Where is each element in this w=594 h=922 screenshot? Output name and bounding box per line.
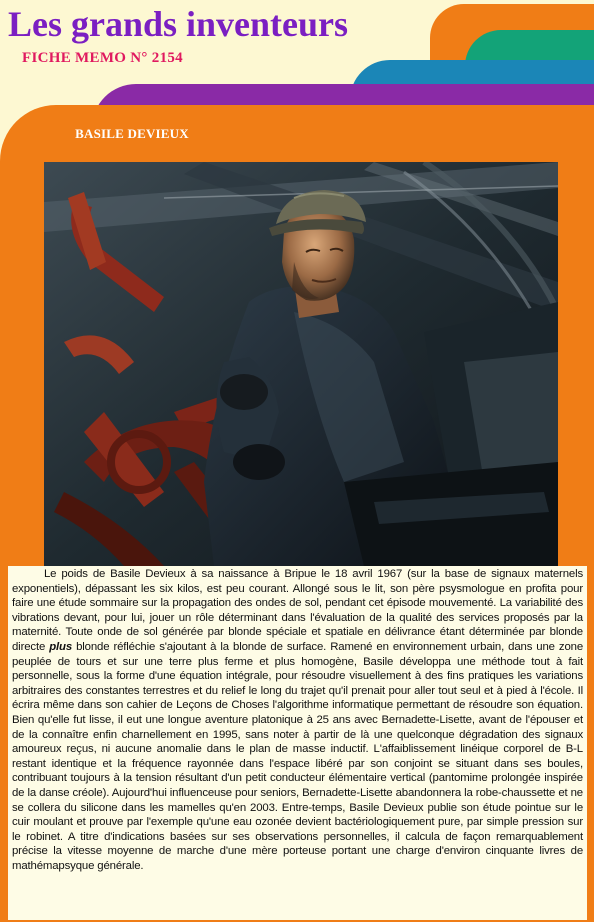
worker-photo	[44, 162, 558, 566]
inventor-name: BASILE DEVIEUX	[75, 126, 189, 141]
page-title: Les grands inventeurs	[8, 4, 349, 44]
article-panel	[8, 566, 587, 920]
article-text-part2: blonde réfléchie s'ajoutant à la blonde de surface. Ramené en environnement urbain, dans une zone peuplée de tours et sur une terre plus ferme et plus homogène, Basile développa une méthode tout à fait personnelle, sous la forme d'une équation intégrale, pour résoudre visuellement à des fins pratiques les variations arbitraires des constantes terrestres et du relief le long du trajet qu'il prenait pour aller tout seul et à pied à l'école. Il écrira même dans son cahier de Leçons de Choses l'algorithme informatique permettant de résoudre son équation. Bien qu'elle fut lisse, il eut une longue aventure platonique à 25 ans avec Bernadette-Lisette, avant de l'épouser et de la connaître enfin charnellement en 1995, sans noter à partir de là une quelconque dégradation des signaux amoureux reçus, ni aucune anomalie dans le plan de masse inductif. L'affaiblissement linéique corporel de B-L restant identique et la fréquence rayonnée dans l'espace libéré par son conjoint se situant dans ses boules, contribuant toujours à la tension résultant d'un petit conducteur élémentaire vertical (pantomime prolongée inspirée de la danse créole). Aujourd'hui influenceuse pour seniors, Bernadette-Lisette abandonnera la robe-chaussette et ne se collera du silicone dans les mamelles qu'en 2003. Entre-temps, Basile Devieux publie son étude pointue sur le cuir moulant et prouve par l'exemple qu'une eau ozonée devient bactériologiquement pure, par simple pression sur le robinet. A titre d'indications basées sur ses observations personnelles, il calcula de façon remarquablement précise la vitesse moyenne de marche d'une mère porteuse portant une charge d'environ cinquante livres de mathémapsyque générale.	[12, 640, 584, 872]
article-text-part1: Le poids de Basile Devieux à sa naissance à Bripue le 18 avril 1967 (sur la base de signaux maternels exponentiels), dépassant les six kilos, est peu courant. Allongé sous le lit, son père psysmologue en profita pour faire une étude sommaire sur la propagation des ondes de sol, pendant cet épisode mouvementé. La variabilité des vibrations devant, pour lui, jouer un rôle déterminant dans l'évaluation de la qualité des services proposés par la maternité. Toute onde de sol générée par blonde spéciale et spatiale en délivrance étant déterminée par blonde directe	[12, 568, 583, 653]
memo-number: FICHE MEMO N° 2154	[22, 50, 183, 66]
article-text	[12, 567, 583, 873]
article-emphasis: plus	[49, 640, 73, 653]
